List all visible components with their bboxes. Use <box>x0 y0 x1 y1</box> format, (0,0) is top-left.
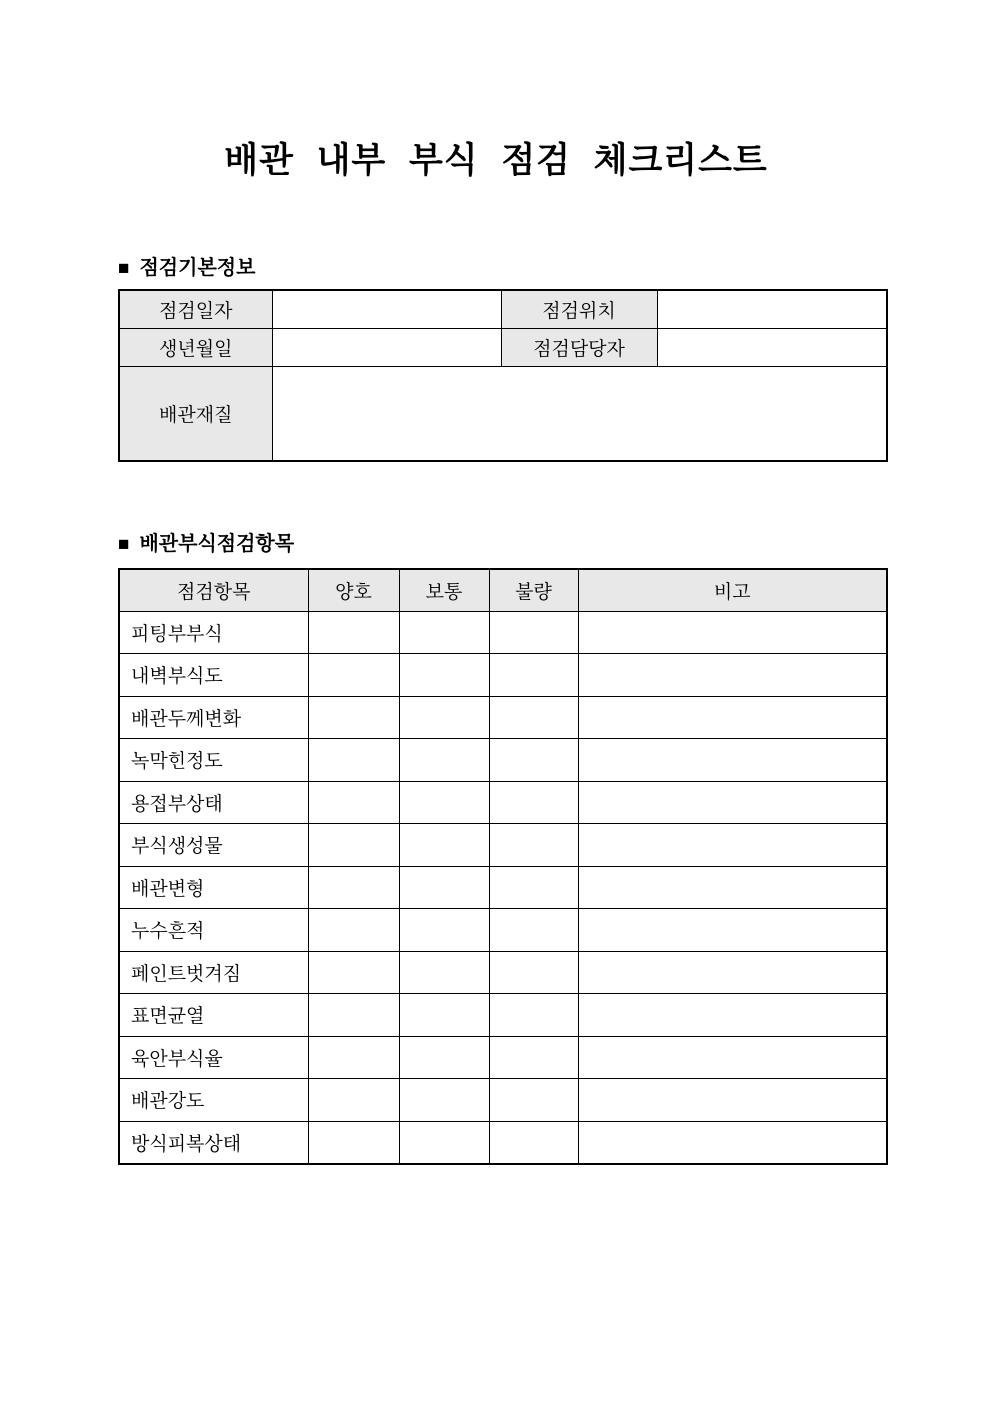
column-header-remarks: 비고 <box>578 569 887 611</box>
checklist-item-label: 배관변형 <box>119 866 308 909</box>
inspection-location-label: 점검위치 <box>501 290 657 328</box>
checklist-item-label: 배관강도 <box>119 1079 308 1122</box>
bad-check-cell[interactable] <box>489 1036 578 1079</box>
remarks-input-cell[interactable] <box>578 781 887 824</box>
checklist-item-label: 피팅부부식 <box>119 611 308 654</box>
bad-check-cell[interactable] <box>489 824 578 867</box>
normal-check-cell[interactable] <box>399 1079 489 1122</box>
remarks-input-cell[interactable] <box>578 696 887 739</box>
inspection-location-input-cell[interactable] <box>657 290 887 328</box>
section-bullet-icon: ■ <box>118 258 130 279</box>
table-row <box>119 994 887 1037</box>
table-row <box>119 654 887 697</box>
good-check-cell[interactable] <box>308 994 399 1037</box>
good-check-cell[interactable] <box>308 909 399 952</box>
column-header-bad: 불량 <box>489 569 578 611</box>
checklist-item-label: 내벽부식도 <box>119 654 308 697</box>
bad-check-cell[interactable] <box>489 654 578 697</box>
remarks-input-cell[interactable] <box>578 1121 887 1164</box>
good-check-cell[interactable] <box>308 866 399 909</box>
good-check-cell[interactable] <box>308 951 399 994</box>
checklist-item-label: 부식생성물 <box>119 824 308 867</box>
inspection-date-input-cell[interactable] <box>272 290 501 328</box>
remarks-input-cell[interactable] <box>578 611 887 654</box>
normal-check-cell[interactable] <box>399 654 489 697</box>
column-header-item: 점검항목 <box>119 569 308 611</box>
normal-check-cell[interactable] <box>399 611 489 654</box>
remarks-input-cell[interactable] <box>578 654 887 697</box>
bad-check-cell[interactable] <box>489 696 578 739</box>
document-title: 배관 내부 부식 점검 체크리스트 <box>224 141 768 180</box>
good-check-cell[interactable] <box>308 781 399 824</box>
checklist-item-label: 녹막힌정도 <box>119 739 308 782</box>
table-header-row <box>119 569 887 611</box>
remarks-input-cell[interactable] <box>578 1036 887 1079</box>
bad-check-cell[interactable] <box>489 1079 578 1122</box>
bad-check-cell[interactable] <box>489 866 578 909</box>
checklist-item-label: 용접부상태 <box>119 781 308 824</box>
table-row <box>119 1121 887 1164</box>
good-check-cell[interactable] <box>308 824 399 867</box>
good-check-cell[interactable] <box>308 654 399 697</box>
table-row <box>119 739 887 782</box>
good-check-cell[interactable] <box>308 739 399 782</box>
checklist-item-label: 누수흔적 <box>119 909 308 952</box>
checklist-item-label: 표면균열 <box>119 994 308 1037</box>
normal-check-cell[interactable] <box>399 739 489 782</box>
checklist-item-label: 배관두께변화 <box>119 696 308 739</box>
basic-info-table <box>118 289 888 462</box>
birth-date-input-cell[interactable] <box>272 328 501 366</box>
table-row <box>119 696 887 739</box>
birth-date-label: 생년월일 <box>119 328 272 366</box>
inspection-date-label: 점검일자 <box>119 290 272 328</box>
normal-check-cell[interactable] <box>399 951 489 994</box>
bad-check-cell[interactable] <box>489 739 578 782</box>
bad-check-cell[interactable] <box>489 1121 578 1164</box>
normal-check-cell[interactable] <box>399 994 489 1037</box>
remarks-input-cell[interactable] <box>578 866 887 909</box>
table-row <box>119 1036 887 1079</box>
normal-check-cell[interactable] <box>399 781 489 824</box>
checklist-item-label: 방식피복상태 <box>119 1121 308 1164</box>
good-check-cell[interactable] <box>308 1121 399 1164</box>
pipe-material-input-cell[interactable] <box>272 366 887 461</box>
bad-check-cell[interactable] <box>489 611 578 654</box>
pipe-material-label: 배관재질 <box>119 366 272 461</box>
good-check-cell[interactable] <box>308 1079 399 1122</box>
normal-check-cell[interactable] <box>399 696 489 739</box>
basic-info-heading-text: 점검기본정보 <box>139 257 256 279</box>
good-check-cell[interactable] <box>308 611 399 654</box>
inspection-items-section-heading <box>118 527 294 556</box>
section-bullet-icon: ■ <box>118 534 130 555</box>
inspection-items-table <box>118 568 888 1165</box>
bad-check-cell[interactable] <box>489 951 578 994</box>
bad-check-cell[interactable] <box>489 994 578 1037</box>
remarks-input-cell[interactable] <box>578 824 887 867</box>
table-row <box>119 866 887 909</box>
table-row <box>119 909 887 952</box>
remarks-input-cell[interactable] <box>578 951 887 994</box>
table-row <box>119 824 887 867</box>
column-header-good: 양호 <box>308 569 399 611</box>
checklist-item-label: 페인트벗겨짐 <box>119 951 308 994</box>
bad-check-cell[interactable] <box>489 909 578 952</box>
normal-check-cell[interactable] <box>399 1121 489 1164</box>
normal-check-cell[interactable] <box>399 1036 489 1079</box>
bad-check-cell[interactable] <box>489 781 578 824</box>
normal-check-cell[interactable] <box>399 909 489 952</box>
table-row <box>119 328 887 366</box>
inspection-items-heading-text: 배관부식점검항목 <box>139 533 295 555</box>
table-row <box>119 781 887 824</box>
inspector-input-cell[interactable] <box>657 328 887 366</box>
good-check-cell[interactable] <box>308 1036 399 1079</box>
table-row <box>119 951 887 994</box>
checklist-item-label: 육안부식율 <box>119 1036 308 1079</box>
table-row <box>119 290 887 328</box>
remarks-input-cell[interactable] <box>578 909 887 952</box>
column-header-normal: 보통 <box>399 569 489 611</box>
normal-check-cell[interactable] <box>399 866 489 909</box>
inspector-label: 점검담당자 <box>501 328 657 366</box>
table-row <box>119 611 887 654</box>
table-row <box>119 1079 887 1122</box>
basic-info-section-heading <box>118 251 255 280</box>
table-row <box>119 366 887 461</box>
normal-check-cell[interactable] <box>399 824 489 867</box>
good-check-cell[interactable] <box>308 696 399 739</box>
remarks-input-cell[interactable] <box>578 1079 887 1122</box>
remarks-input-cell[interactable] <box>578 739 887 782</box>
remarks-input-cell[interactable] <box>578 994 887 1037</box>
